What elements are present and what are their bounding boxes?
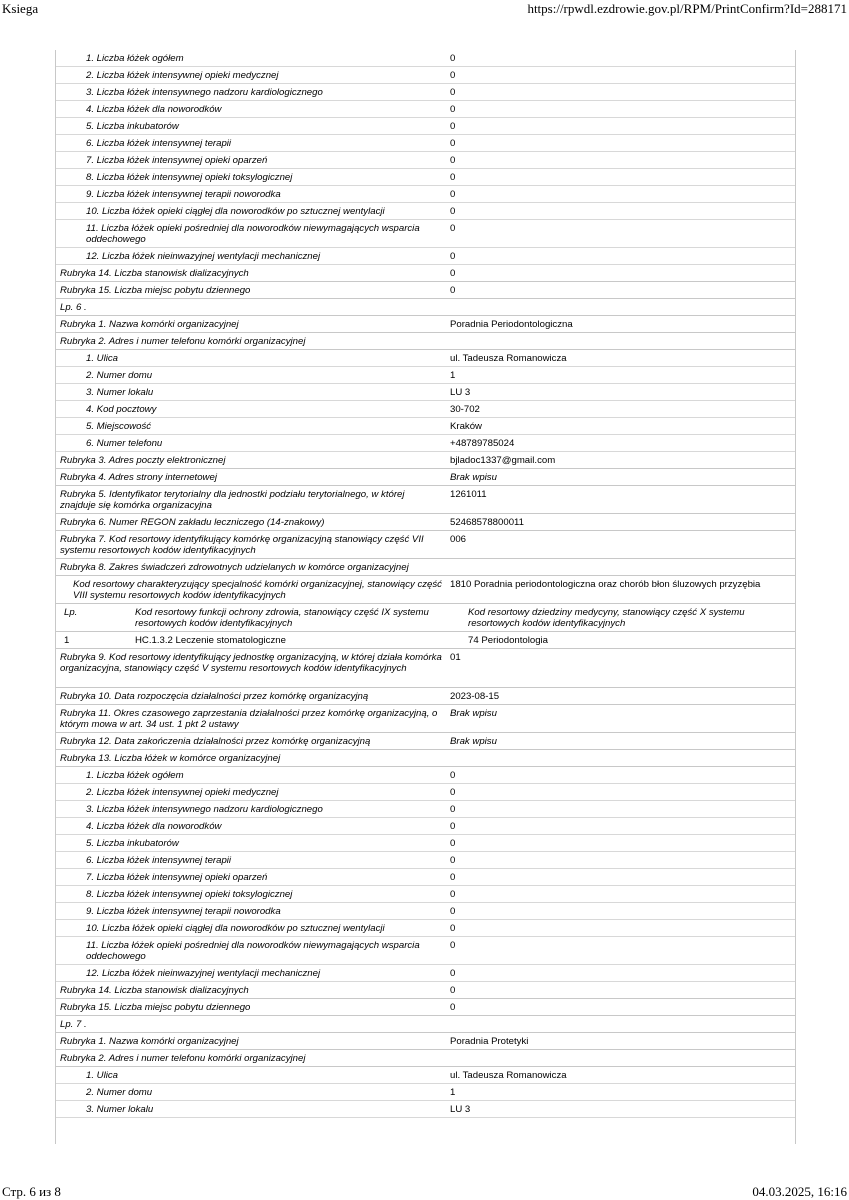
beds-row: 3. Liczba łóżek intensywnego nadzoru kardiologicznego 0 [56, 84, 795, 101]
rubryka-14-row: Rubryka 14. Liczba stanowisk dializacyjnych 0 [56, 265, 795, 282]
beds-row: 11. Liczba łóżek opieki pośredniej dla noworodków niewymagających wsparcia oddechowego 0 [56, 937, 795, 965]
rubryka-13-heading: Rubryka 13. Liczba łóżek w komórce organizacyjnej [56, 750, 795, 767]
rubryka-14-row: Rubryka 14. Liczba stanowisk dializacyjnych 0 [56, 982, 795, 999]
address-row: 3. Numer lokalu LU 3 [56, 384, 795, 401]
beds-row: 4. Liczba łóżek dla noworodków 0 [56, 818, 795, 835]
beds-row: 10. Liczba łóżek opieki ciągłej dla noworodków po sztucznej wentylacji 0 [56, 920, 795, 937]
beds-row: 2. Liczba łóżek intensywnej opieki medycznej 0 [56, 784, 795, 801]
beds-row: 2. Liczba łóżek intensywnej opieki medycznej 0 [56, 67, 795, 84]
specialty-code-row: Kod resortowy charakteryzujący specjalność komórki organizacyjnej, stanowiący część VIII systemu resortowych kodów identyfikacyjnych 1810 Poradnia periodontologiczna oraz chorób błon śluzowych przyzębia [56, 576, 795, 604]
beds-row: 1. Liczba łóżek ogółem 0 [56, 50, 795, 67]
beds-row: 8. Liczba łóżek intensywnej opieki toksylogicznej 0 [56, 169, 795, 186]
beds-row: 6. Liczba łóżek intensywnej terapii 0 [56, 852, 795, 869]
beds-row: 5. Liczba inkubatorów 0 [56, 118, 795, 135]
rubryka-3-row: Rubryka 3. Adres poczty elektronicznej bjladoc1337@gmail.com [56, 452, 795, 469]
page-url: https://rpwdl.ezdrowie.gov.pl/RPM/PrintConfirm?Id=288171 [527, 1, 847, 16]
beds-row: 9. Liczba łóżek intensywnej terapii noworodka 0 [56, 186, 795, 203]
beds-row: 6. Liczba łóżek intensywnej terapii 0 [56, 135, 795, 152]
rubryka-2-heading: Rubryka 2. Adres i numer telefonu komórki organizacyjnej [56, 1050, 795, 1067]
beds-row: 11. Liczba łóżek opieki pośredniej dla noworodków niewymagających wsparcia oddechowego 0 [56, 220, 795, 248]
rubryka-8-heading: Rubryka 8. Zakres świadczeń zdrowotnych udzielanych w komórce organizacyjnej [56, 559, 795, 576]
lp-7-heading: Lp. 7 . [56, 1016, 795, 1033]
rubryka-15-row: Rubryka 15. Liczba miejsc pobytu dziennego 0 [56, 282, 795, 299]
print-timestamp: 04.03.2025, 16:16 [752, 1184, 847, 1199]
col-function-header: Kod resortowy funkcji ochrony zdrowia, stanowiący część IX systemu resortowych kodów identyfikacyjnych [135, 607, 429, 629]
rubryka-7-row: Rubryka 7. Kod resortowy identyfikujący komórkę organizacyjną stanowiący część VII systemu resortowych kodów identyfikacyjnych 006 [56, 531, 795, 559]
address-row: 2. Numer domu 1 [56, 1084, 795, 1101]
beds-row: 7. Liczba łóżek intensywnej opieki oparzeń 0 [56, 869, 795, 886]
address-row: 6. Numer telefonu +48789785024 [56, 435, 795, 452]
beds-row: 8. Liczba łóżek intensywnej opieki toksylogicznej 0 [56, 886, 795, 903]
beds-row: 10. Liczba łóżek opieki ciągłej dla noworodków po sztucznej wentylacji 0 [56, 203, 795, 220]
rubryka-12-row: Rubryka 12. Data zakończenia działalności przez komórkę organizacyjną Brak wpisu [56, 733, 795, 750]
table-row: 1 HC.1.3.2 Leczenie stomatologiczne 74 Periodontologia [56, 632, 795, 649]
browser-title: Ksiega [2, 1, 39, 16]
beds-row: 1. Liczba łóżek ogółem 0 [56, 767, 795, 784]
rubryka-4-row: Rubryka 4. Adres strony internetowej Brak wpisu [56, 469, 795, 486]
rubryka-5-row: Rubryka 5. Identyfikator terytorialny dla jednostki podziału terytorialnego, w której znajduje się komórka organizacyjna 1261011 [56, 486, 795, 514]
beds-row: 5. Liczba inkubatorów 0 [56, 835, 795, 852]
col-domain-header: Kod resortowy dziedziny medycyny, stanowiący część X systemu resortowych kodów identyfikacyjnych [468, 607, 745, 629]
rubryka-10-row: Rubryka 10. Data rozpoczęcia działalności przez komórkę organizacyjną 2023-08-15 [56, 688, 795, 705]
page-counter: Стр. 6 из 8 [2, 1184, 61, 1199]
address-row: 3. Numer lokalu LU 3 [56, 1101, 795, 1118]
lp-6-heading: Lp. 6 . [56, 299, 795, 316]
beds-row: 4. Liczba łóżek dla noworodków 0 [56, 101, 795, 118]
rubryka-6-row: Rubryka 6. Numer REGON zakładu leczniczego (14-znakowy) 52468578800011 [56, 514, 795, 531]
address-row: 2. Numer domu 1 [56, 367, 795, 384]
rubryka-11-row: Rubryka 11. Okres czasowego zaprzestania działalności przez komórkę organizacyjną, o którym mowa w art. 34 ust. 1 pkt 2 ustawy Brak wpisu [56, 705, 795, 733]
beds-row: 7. Liczba łóżek intensywnej opieki oparzeń 0 [56, 152, 795, 169]
address-row: 1. Ulica ul. Tadeusza Romanowicza [56, 1067, 795, 1084]
rubryka-15-row: Rubryka 15. Liczba miejsc pobytu dziennego 0 [56, 999, 795, 1016]
address-row: 4. Kod pocztowy 30-702 [56, 401, 795, 418]
rubryka-2-heading: Rubryka 2. Adres i numer telefonu komórki organizacyjnej [56, 333, 795, 350]
rubryka-9-row: Rubryka 9. Kod resortowy identyfikujący jednostkę organizacyjną, w której działa komórka organizacyjna, stanowiący część V systemu resortowych kodów identyfikacyjnych 01 [56, 649, 795, 688]
registry-frame [55, 50, 796, 1144]
rubryka-1-row: Rubryka 1. Nazwa komórki organizacyjnej Poradnia Protetyki [56, 1033, 795, 1050]
col-lp-header: Lp. [64, 607, 78, 618]
beds-row: 9. Liczba łóżek intensywnej terapii noworodka 0 [56, 903, 795, 920]
rubryka-1-row: Rubryka 1. Nazwa komórki organizacyjnej Poradnia Periodontologiczna [56, 316, 795, 333]
beds-row: 12. Liczba łóżek nieinwazyjnej wentylacji mechanicznej 0 [56, 965, 795, 982]
address-row: 5. Miejscowość Kraków [56, 418, 795, 435]
services-table-header [56, 604, 795, 632]
beds-row: 3. Liczba łóżek intensywnego nadzoru kardiologicznego 0 [56, 801, 795, 818]
beds-row: 12. Liczba łóżek nieinwazyjnej wentylacji mechanicznej 0 [56, 248, 795, 265]
address-row: 1. Ulica ul. Tadeusza Romanowicza [56, 350, 795, 367]
